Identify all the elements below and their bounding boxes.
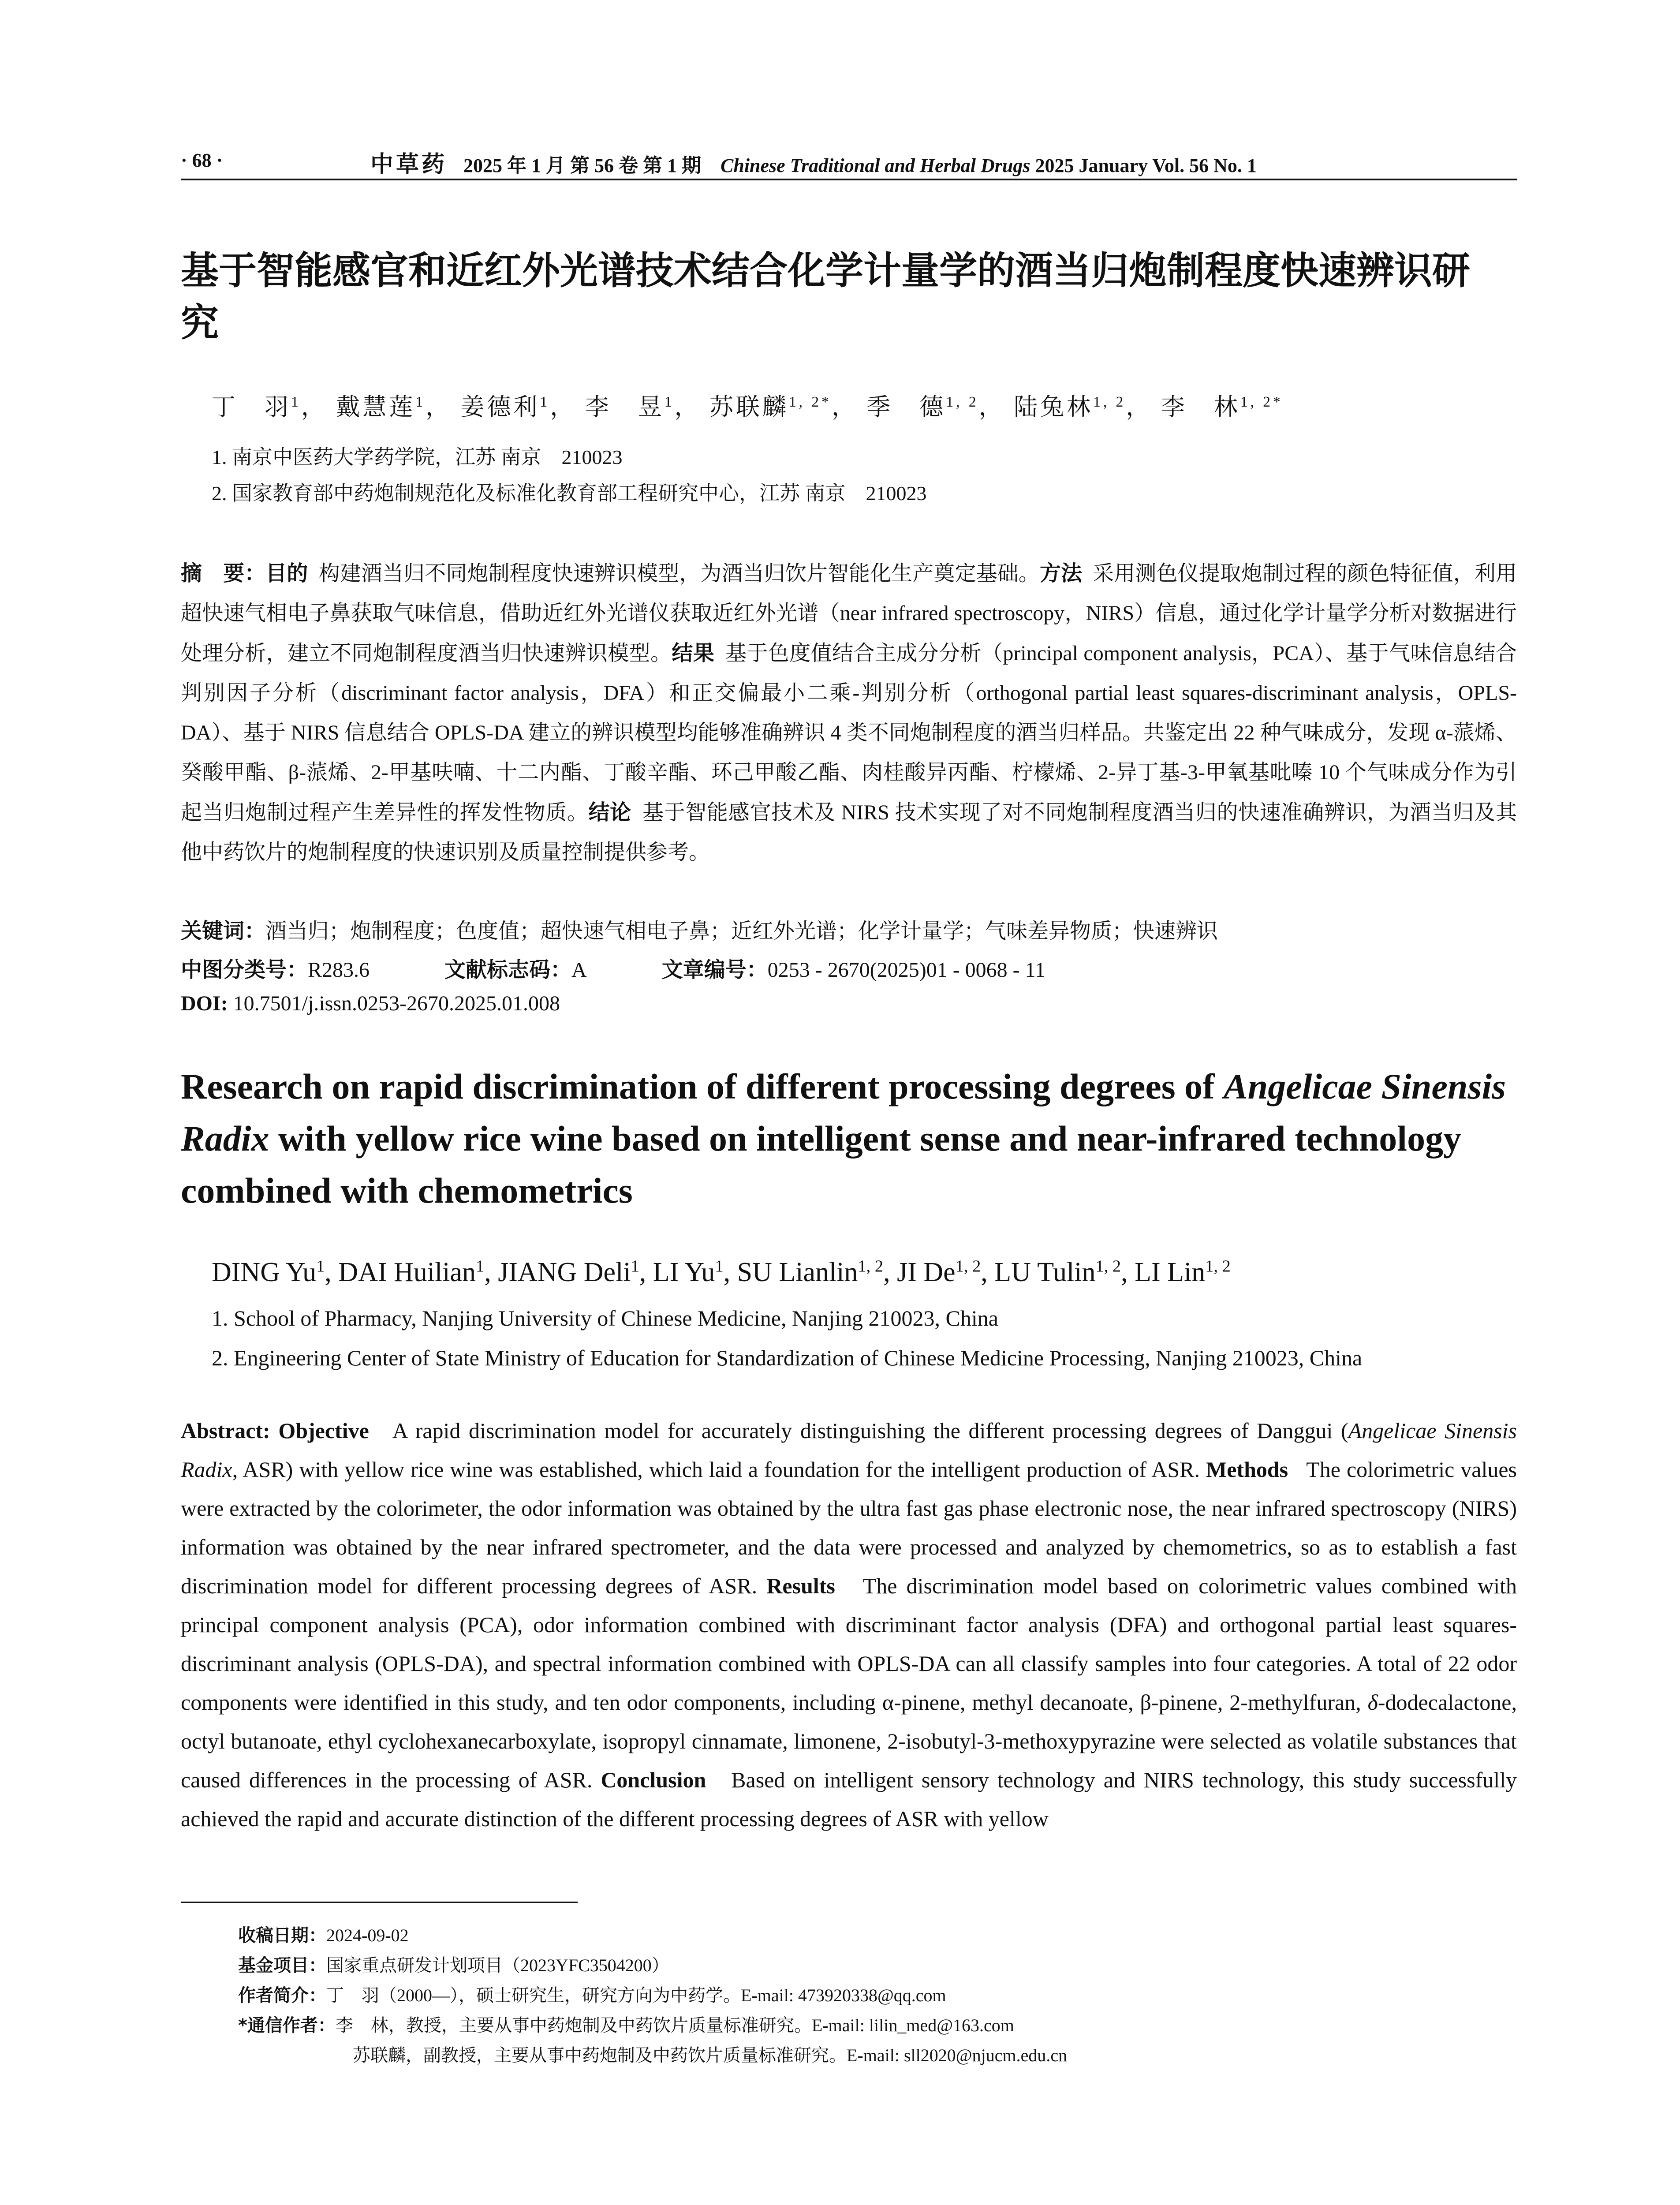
results-en: The discrimination model based on colorimetric values combined with principal component analysis (PCA), odor information combined with discriminant factor analysis (DFA) and orthogonal partial least squares-discriminant analysis (OPLS-DA), and spectral information combined with OPLS-DA can all classify samples into four categories. A total of 22 odor components were identified in this study, and ten odor components, including α-pinene, methyl decanoate, β-pinene, 2-methylfuran, (181, 1573, 1517, 1715)
journal-name-en: Chinese Traditional and Herbal Drugs (721, 155, 1030, 176)
methods-label-cn: 方法 (1039, 561, 1083, 586)
results-cn: 基于色度值结合主成分分析（principal component analysis，PCA）、基于气味信息结合判别因子分析（discriminant factor analysis，DFA）和正交偏最小二乘-判别分析（orthogonal partial least squares-discriminant analysis，OPLS-DA）、基于 NIRS 信息结合 OPLS-DA 建立的辨识模型均能够准确辨识 4 类不同炮制程度的酒当归样品。共鉴定出 22 种气味成分，发现 α-蒎烯、癸酸甲酯、β-蒎烯、2-甲基呋喃、十二内酯、丁酸辛酯、环己甲酸乙酯、肉桂酸异丙酯、柠檬烯、2-异丁基-3-甲氧基吡嗪 10 个气味成分作为引起当归炮制过程产生差异性的挥发性物质。 (181, 642, 1517, 824)
conclusion-cn: 基于智能感官技术及 NIRS 技术实现了对不同炮制程度酒当归的快速准确辨识，为酒当归及其他中药饮片的炮制程度的快速识别及质量控制提供参考。 (181, 801, 1517, 864)
objective-cn: 构建酒当归不同炮制程度快速辨识模型，为酒当归饮片智能化生产奠定基础。 (318, 562, 1040, 585)
author-cn: 季 德$^{1, 2}$ (866, 394, 979, 420)
keywords-text: 酒当归；炮制程度；色度值；超快速气相电子鼻；近红外光谱；化学计量学；气味差异物质；快速辨识 (265, 919, 1218, 943)
title-en: Research on rapid discrimination of different processing degrees of Angelicae Sinensis Radix with yellow rice wine based on intelligent sense and near-infrared technology combined with chemometrics (181, 1066, 1506, 1211)
footnotes (238, 1921, 1517, 2070)
running-header (181, 146, 1517, 181)
conclusion-label-en: Conclusion (601, 1768, 706, 1792)
results-en-end: -dodecalactone, octyl butanoate, ethyl cyclohexanecarboxylate, isopropyl cinnamate, limonene, 2-isobutyl-3-methoxypyrazine were selected as volatile substances that caused differences in the processing of ASR. (181, 1690, 1517, 1792)
article-number-label: 文章编号： (661, 957, 768, 982)
author-cn: 李 林$^{1, 2*}$ (1161, 394, 1283, 420)
author-cn: 陆兔林$^{1, 2}$ (1014, 394, 1126, 420)
issue-en: 2025 January Vol. 56 No. 1 (1035, 155, 1257, 176)
authors-en: DING Yu$^1$, DAI Huilian$^1$, JIANG Deli$^1$, LI Yu$^1$, SU Lianlin$^{1, 2}$, JI De$^{1, 2}$, LU Tulin$^{1, 2}$, LI Lin$^{1, 2}$ (212, 1257, 1231, 1287)
journal-logo: 中草药 (370, 151, 448, 178)
footnote-author: 作者简介：丁 羽（2000—），硕士研究生，研究方向为中药学。E-mail: 473920338@qq.com (238, 1985, 946, 2006)
author-en: LI Lin$^{1, 2}$ (1135, 1257, 1231, 1287)
results-label-cn: 结果 (672, 641, 715, 665)
abstract-cn (181, 553, 1517, 872)
affiliation-en-2: 2. Engineering Center of State Ministry of Education for Standardization of Chinese Medicine Processing, Nanjing 210023, China (212, 1345, 1363, 1370)
methods-label-en: Methods (1206, 1457, 1288, 1482)
author-cn: 戴慧莲$^1$ (336, 394, 426, 420)
author-cn: 丁 羽$^1$ (212, 394, 301, 420)
doc-code-value: A (571, 958, 587, 982)
author-en: JIANG Deli$^1$ (498, 1257, 639, 1287)
abstract-en-label: Abstract: (181, 1418, 270, 1443)
issue-cn: 2025 年 1 月 第 56 卷 第 1 期 (463, 155, 702, 176)
author-en: SU Lianlin$^{1, 2}$ (737, 1257, 884, 1287)
article-number-value: 0253 - 2670(2025)01 - 0068 - 11 (767, 958, 1045, 982)
affiliation-en-1: 1. School of Pharmacy, Nanjing University of Chinese Medicine, Nanjing 210023, China (212, 1306, 998, 1330)
objective-label-cn: 目的 (265, 561, 308, 586)
affiliation-cn-2: 2. 国家教育部中药炮制规范化及标准化教育部工程研究中心，江苏 南京 210023 (212, 482, 927, 505)
header-rule (181, 179, 1517, 180)
results-en-italic: δ (1367, 1690, 1378, 1715)
doc-code-label: 文献标志码： (444, 957, 572, 982)
title-cn: 基于智能感官和近红外光谱技术结合化学计量学的酒当归炮制程度快速辨识研究 (181, 249, 1470, 345)
journal-issue-line (370, 146, 1257, 179)
results-label-en: Results (766, 1573, 835, 1598)
keywords-cn (181, 914, 1218, 944)
objective-en-end: , ASR) with yellow rice wine was established, which laid a foundation for the intelligent production of ASR. (232, 1457, 1200, 1482)
author-en: LU Tulin$^{1, 2}$ (994, 1257, 1121, 1287)
methods-cn: 采用测色仪提取炮制过程的颜色特征值，利用超快速气相电子鼻获取气味信息，借助近红外光谱仪获取近红外光谱（near infrared spectroscopy，NIRS）信息，通过化学计量学分析对数据进行处理分析，建立不同炮制程度酒当归快速辨识模型。 (181, 562, 1517, 665)
author-en: JI De$^{1, 2}$ (897, 1257, 981, 1287)
clc-label: 中图分类号： (181, 957, 308, 982)
author-cn: 姜德利$^1$ (460, 394, 550, 420)
authors-cn: 丁 羽$^1$， 戴慧莲$^1$， 姜德利$^1$， 李 昱$^1$， 苏联麟$^{1, 2*}$， 季 德$^{1, 2}$， 陆兔林$^{1, 2}$， 李 林$^{1, 2*}$ (212, 394, 1283, 420)
conclusion-label-cn: 结论 (588, 800, 631, 825)
footnote-fund: 基金项目：国家重点研发计划项目（2023YFC3504200） (238, 1955, 669, 1976)
footnote-rule (181, 1902, 578, 1903)
author-en: DING Yu$^1$ (212, 1257, 325, 1287)
doi-line (181, 991, 560, 1016)
affiliation-cn-1: 1. 南京中医药大学药学院，江苏 南京 210023 (212, 446, 623, 468)
author-cn: 苏联麟$^{1, 2*}$ (709, 394, 832, 420)
methods-en: The colorimetric values were extracted by the colorimeter, the odor information was obtained by the ultra fast gas phase electronic nose, the near infrared spectroscopy (NIRS) information was obtained by the near infrared spectrometer, and the data were processed and analyzed by chemometrics, so as to establish a fast discrimination model for different processing degrees of ASR. (181, 1457, 1517, 1598)
abstract-cn-label: 摘 要： (181, 561, 266, 586)
clc-value: R283.6 (308, 958, 370, 982)
page-number: · 68 · (181, 149, 223, 171)
footnote-corresponding: *通信作者：李 林，教授，主要从事中药炮制及中药饮片质量标准研究。E-mail: lilin_med@163.com (238, 2015, 1014, 2036)
objective-label-en: Objective (278, 1418, 369, 1443)
conclusion-en: Based on intelligent sensory technology and NIRS technology, this study successfully achieved the rapid and accurate distinction of the different processing degrees of ASR with yellow (181, 1768, 1517, 1831)
keywords-label: 关键词： (181, 919, 266, 943)
footnote-received: 收稿日期：2024-09-02 (238, 1925, 409, 1946)
footnote-corresponding-2: 苏联麟，副教授，主要从事中药炮制及中药饮片质量标准研究。E-mail: sll2020@njucm.edu.cn (353, 2045, 1068, 2065)
objective-en: A rapid discrimination model for accurately distinguishing the different processing degrees of Danggui ( (392, 1418, 1348, 1443)
abstract-en (181, 1411, 1517, 1838)
doi-value[interactable]: 10.7501/j.issn.0253-2670.2025.01.008 (233, 992, 560, 1015)
author-en: DAI Huilian$^1$ (338, 1257, 485, 1287)
author-en: LI Yu$^1$ (653, 1257, 724, 1287)
author-cn: 李 昱$^1$ (585, 394, 675, 420)
objective-en-italic: Angelicae Sinensis Radix (181, 1418, 1517, 1482)
doi-label: DOI: (181, 992, 228, 1015)
classification-line (181, 953, 1045, 983)
